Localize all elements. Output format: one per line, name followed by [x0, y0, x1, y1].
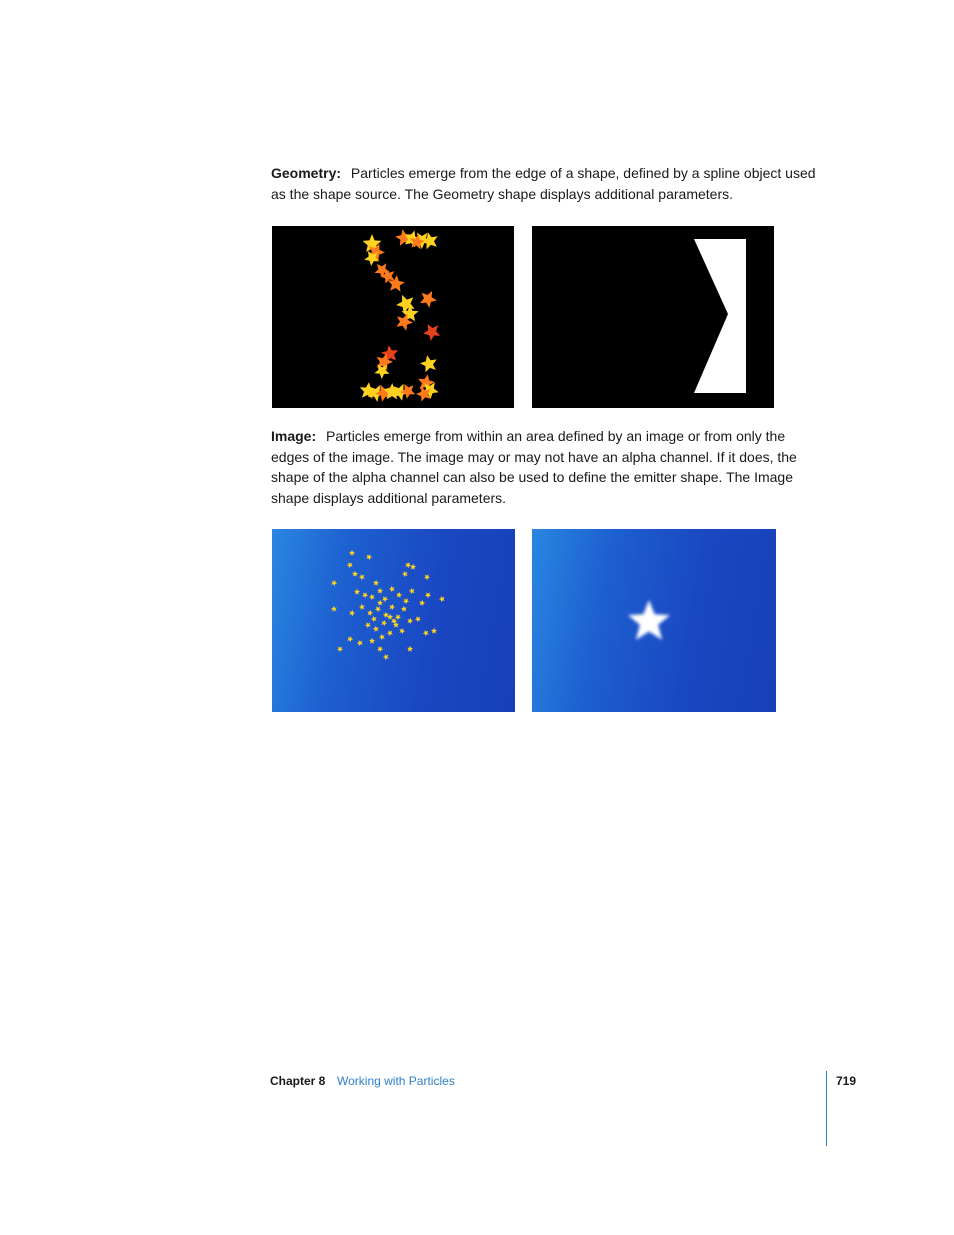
star-particle: [420, 291, 437, 308]
star-particle: [347, 562, 353, 568]
star-particle: [405, 562, 411, 568]
star-particle: [425, 592, 431, 598]
star-particle: [382, 596, 388, 602]
image-term: Image:: [271, 428, 317, 444]
spline-shape: [694, 239, 746, 393]
star-particle: [366, 554, 372, 560]
star-particle: [362, 592, 368, 598]
star-particle: [401, 606, 407, 612]
star-particle: [387, 630, 393, 636]
star-particle: [389, 586, 395, 592]
star-particle: [431, 628, 437, 634]
star-particle: [331, 606, 337, 612]
star-particle: [347, 636, 353, 642]
star-particle: [396, 592, 402, 598]
geometry-shape-canvas: [532, 226, 774, 408]
image-shape-canvas: [532, 529, 776, 712]
image-paragraph: [271, 426, 826, 508]
star-particle: [409, 588, 415, 594]
star-particle: [399, 628, 405, 634]
geometry-description: Particles emerge from the edge of a shape, defined by a spline object used as the shape source. The Geometry shape displays additional parameters.: [271, 165, 816, 202]
star-particle: [423, 324, 440, 341]
star-particle: [420, 355, 437, 372]
star-particle: [369, 638, 375, 644]
star-particle: [407, 618, 413, 624]
star-particle: [383, 654, 389, 660]
star-particle: [377, 646, 383, 652]
image-particles-canvas: [272, 529, 515, 712]
star-particle: [423, 630, 429, 636]
star-particle: [419, 600, 425, 606]
image-description: Particles emerge from within an area defined by an image or from only the edges of the image. The image may or may not have an alpha channel. If it does, the shape of the alpha channel can also be used to define the emitter shape. The Image shape displays additional parameters.: [271, 428, 797, 506]
geometry-shape-image: [532, 226, 774, 408]
star-particle: [359, 574, 365, 580]
star-particle: [415, 616, 421, 622]
star-particle: [359, 604, 365, 610]
star-particle: [403, 598, 409, 604]
star-particle: [373, 580, 379, 586]
star-particle: [371, 616, 377, 622]
star-particle: [354, 589, 360, 595]
star-particle: [381, 620, 387, 626]
geometry-particles-canvas: [272, 226, 514, 408]
star-particle: [395, 614, 401, 620]
white-star-shape: [628, 600, 670, 640]
footer-rule: [826, 1071, 827, 1146]
star-particle: [424, 574, 430, 580]
star-particle: [352, 571, 358, 577]
star-particle: [410, 564, 416, 570]
star-particle: [377, 600, 383, 606]
star-particle: [331, 580, 337, 586]
geometry-particles-image: [272, 226, 514, 408]
star-particle: [383, 612, 389, 618]
star-particle: [389, 604, 395, 610]
star-particle: [349, 550, 355, 556]
star-particle: [377, 588, 383, 594]
star-particle: [439, 596, 445, 602]
star-particle: [407, 646, 413, 652]
page-number: 719: [836, 1074, 857, 1088]
geometry-paragraph: [271, 163, 826, 204]
image-particles-image: [272, 529, 515, 712]
footer-chapter-title[interactable]: Working with Particles: [337, 1074, 455, 1088]
footer-chapter: Chapter 8: [270, 1074, 326, 1088]
star-particle: [337, 646, 343, 652]
star-particle: [357, 640, 363, 646]
geometry-term: Geometry:: [271, 165, 342, 181]
star-particle: [367, 610, 373, 616]
star-particle: [402, 571, 408, 577]
star-particle: [349, 610, 355, 616]
star-particle: [379, 634, 385, 640]
star-particle: [369, 594, 375, 600]
image-shape-image: [532, 529, 776, 712]
star-particle: [373, 626, 379, 632]
star-particle: [365, 622, 371, 628]
star-particle: [375, 606, 381, 612]
star-particle: [374, 364, 389, 379]
